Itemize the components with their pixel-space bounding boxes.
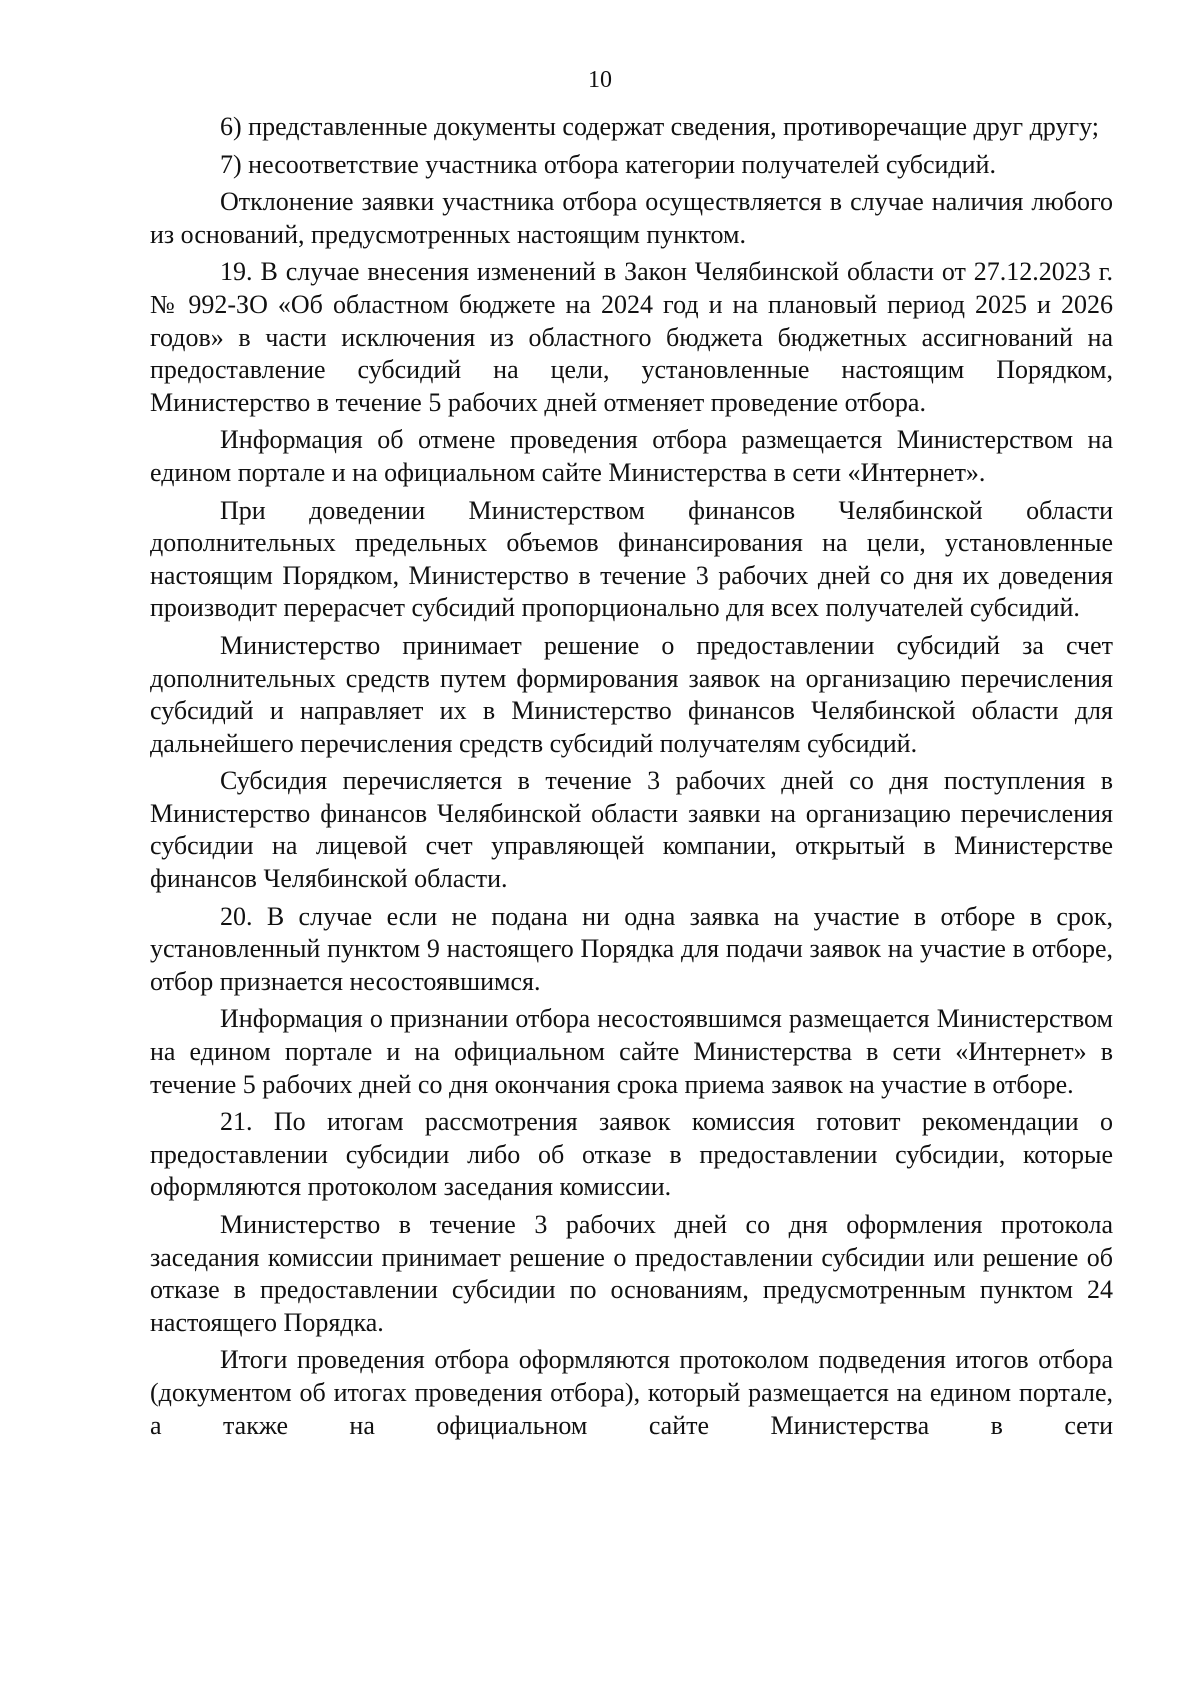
paragraph: Министерство в течение 3 рабочих дней со дня оформления протокола заседания комиссии принимает решение о предоставлении субсидии или решение об отказе в предоставлении субсидии по основаниям, предусмотренным пунктом 24 настоящего Порядка. [150,1210,1113,1337]
paragraph: Министерство принимает решение о предоставлении субсидий за счет дополнительных средств путем формирования заявок на организацию перечисления субсидий и направляет их в Министерство финансов Челябинской области для дальнейшего перечисления средств субсидий получателям субсидий. [150,630,1113,758]
paragraph: Информация об отмене проведения отбора размещается Министерством на едином портале и на официальном сайте Министерства в сети «Интернет». [150,425,1113,487]
paragraph: Отклонение заявки участника отбора осуществляется в случае наличия любого из оснований, предусмотренных настоящим пунктом. [150,187,1113,249]
paragraph: 19. В случае внесения изменений в Закон Челябинской области от 27.12.2023 г. № 992-ЗО «Об областном бюджете на 2024 год и на плановый период 2025 и 2026 годов» в части исключения из областного бюджета бюджетных ассигнований на предоставление субсидий на цели, установленные настоящим Порядком, Министерство в течение 5 рабочих дней отменяет проведение отбора. [150,257,1113,417]
paragraph: 6) представленные документы содержат сведения, противоречащие друг другу; [220,112,1100,141]
paragraph: При доведении Министерством финансов Челябинской области дополнительных предельных объемов финансирования на цели, установленные настоящим Порядком, Министерство в течение 3 рабочих дней со дня их доведения производит перерасчет субсидий пропорционально для всех получателей субсидий. [150,495,1113,623]
paragraph: 21. По итогам рассмотрения заявок комиссия готовит рекомендации о предоставлении субсидии либо об отказе в предоставлении субсидии, которые оформляются протоколом заседания комиссии. [150,1107,1113,1202]
paragraph: Субсидия перечисляется в течение 3 рабочих дней со дня поступления в Министерство финансов Челябинской области заявки на организацию перечисления субсидии на лицевой счет управляющей компании, открытый в Министерстве финансов Челябинской области. [150,766,1113,894]
page-number: 10 [588,67,612,93]
paragraph: 20. В случае если не подана ни одна заявка на участие в отборе в срок, установленный пунктом 9 настоящего Порядка для подачи заявок на участие в отборе, отбор признается несостоявшимся. [150,901,1113,996]
document-body [150,111,1113,1442]
paragraph: Итоги проведения отбора оформляются протоколом подведения итогов отбора (документом об итогах проведения отбора), который размещается на едином портале, а также на официальном сайте Министерства в сети [150,1345,1113,1440]
paragraph: 7) несоответствие участника отбора категории получателей субсидий. [220,149,996,179]
paragraph: Информация о признании отбора несостоявшимся размещается Министерством на едином портале и на официальном сайте Министерства в сети «Интернет» в течение 5 рабочих дней со дня окончания срока приема заявок на участие в отборе. [150,1004,1113,1099]
